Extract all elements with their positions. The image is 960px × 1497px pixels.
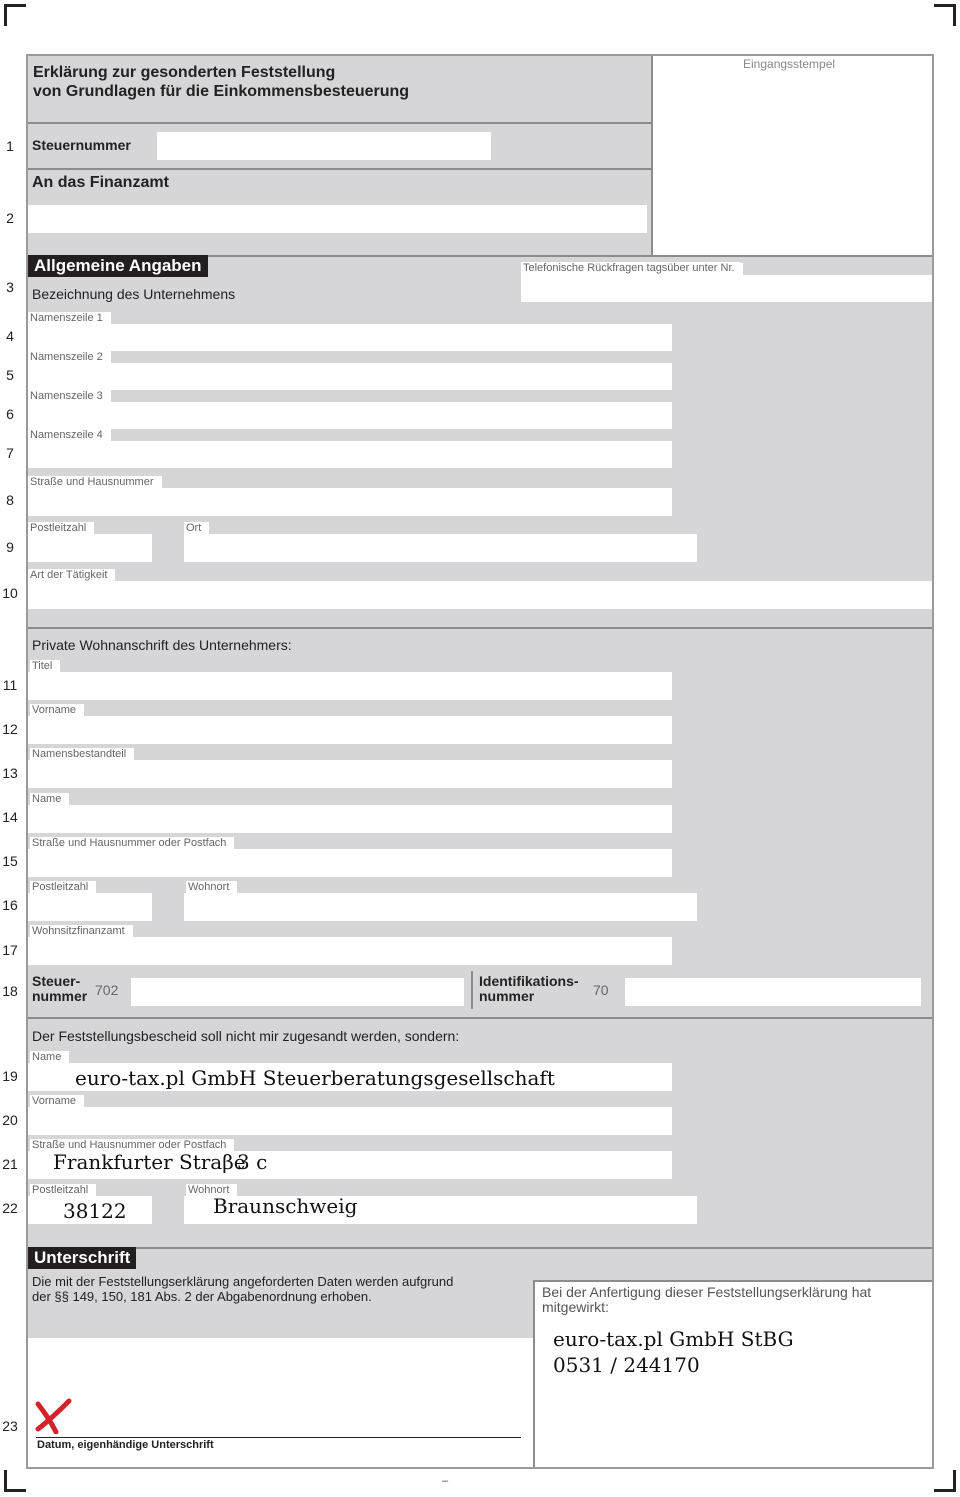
company-plz-label: Postleitzahl [28,522,94,534]
privat-plz-label: Postleitzahl [30,881,96,893]
signature-cross-icon [34,1398,74,1434]
row-number: 23 [2,1418,18,1434]
name3-label: Namenszeile 3 [28,390,111,402]
name4-input[interactable] [28,441,672,468]
privat-steuernr-label-2: nummer [32,988,88,1004]
row-number: 9 [6,539,14,555]
idnr-input[interactable] [625,978,921,1006]
titel-input[interactable] [28,672,672,700]
row-number: 2 [6,210,14,226]
name1-label: Namenszeile 1 [28,312,111,324]
crop-mark-bottom-left [4,1470,26,1492]
company-ort-label: Ort [184,522,209,534]
steuernummer-input[interactable] [157,132,491,160]
form-title-line2: von Grundlagen für die Einkommensbesteuerung [33,83,410,100]
bescheid-street-label: Straße und Hausnummer oder Postfach [30,1139,234,1151]
bescheid-wohnort-label: Wohnort [186,1184,237,1196]
row-number: 17 [2,942,18,958]
company-plz-input[interactable] [28,534,152,562]
bescheid-heading: Der Feststellungsbescheid soll nicht mir zugesandt werden, sondern: [32,1028,460,1044]
steuernummer-label: Steuernummer [32,137,131,153]
vorname-label: Vorname [30,704,84,716]
row-number: 10 [2,585,18,601]
idnr-label-2: nummer [479,988,535,1004]
privat-steuernr-label-1: Steuer- [32,973,81,989]
wohnsitzfinanzamt-input[interactable] [28,937,672,965]
bescheid-plz-label: Postleitzahl [30,1184,96,1196]
company-street-input[interactable] [28,488,672,516]
row-number: 19 [2,1068,18,1084]
row-number: 12 [2,721,18,737]
row-number: 20 [2,1112,18,1128]
privat-steuernr-input[interactable] [131,978,464,1006]
privat-wohnort-input[interactable] [184,893,697,921]
privat-wohnort-label: Wohnort [186,881,237,893]
row-number: 5 [6,367,14,383]
crop-mark-top-left [4,4,26,26]
bescheid-name-value: euro-tax.pl GmbH Steuerberatungsgesellschaft [75,1066,555,1090]
row-number: 16 [2,897,18,913]
signature-label: Datum, eigenhändige Unterschrift [37,1439,214,1451]
company-street-label: Straße und Hausnummer [28,476,162,488]
signature-line [36,1437,521,1438]
name-label: Name [30,793,69,805]
bescheid-house-value: 3 c [237,1150,268,1174]
privat-heading: Private Wohnanschrift des Unternehmers: [32,637,292,653]
bescheid-name-label: Name [30,1051,69,1063]
row-number: 21 [2,1156,18,1172]
row-number: 18 [2,983,18,999]
name1-input[interactable] [28,324,672,351]
wohnsitzfinanzamt-label: Wohnsitzfinanzamt [30,925,133,937]
privat-street-input[interactable] [28,849,672,877]
bescheid-wohnort-value: Braunschweig [213,1194,358,1218]
company-label: Bezeichnung des Unternehmens [32,286,236,302]
activity-input[interactable] [28,581,932,609]
form-title-line1: Erklärung zur gesonderten Feststellung [33,64,336,81]
data-notice-line1: Die mit der Feststellungserklärung angeforderten Daten werden aufgrund [32,1274,454,1289]
name4-label: Namenszeile 4 [28,429,111,441]
row-number: 1 [6,138,14,154]
mitgewirkt-line2: mitgewirkt: [542,1299,609,1315]
advisor-phone: 0531 / 244170 [553,1353,700,1377]
phone-input[interactable] [521,275,932,302]
data-notice-line2: der §§ 149, 150, 181 Abs. 2 der Abgabenordnung erhoben. [32,1289,372,1304]
row-number: 6 [6,406,14,422]
row-number: 3 [6,279,14,295]
vorname-input[interactable] [28,716,672,744]
crop-mark-bottom-right [934,1470,956,1492]
name2-input[interactable] [28,363,672,390]
namensbestandteil-label: Namensbestandteil [30,748,134,760]
row-number: 22 [2,1200,18,1216]
bescheid-street-value: Frankfurter Straβe [53,1150,246,1174]
phone-label-strip [740,262,932,263]
activity-label: Art der Tätigkeit [28,569,115,581]
crop-mark-top-right [934,4,956,26]
phone-label: Telefonische Rückfragen tagsüber unter Nr. [521,262,743,275]
row-number: 14 [2,809,18,825]
titel-label: Titel [30,660,60,672]
mitgewirkt-line1: Bei der Anfertigung dieser Feststellungserklärung hat [542,1284,872,1300]
name3-input[interactable] [28,402,672,429]
privat-street-label: Straße und Hausnummer oder Postfach [30,837,234,849]
finanzamt-label: An das Finanzamt [32,174,169,191]
steuernr-idnr-separator [471,971,473,1009]
row-number: 8 [6,492,14,508]
idnr-code: 70 [593,982,609,998]
name-input[interactable] [28,805,672,833]
namensbestandteil-input[interactable] [28,760,672,788]
row-number: 11 [2,677,18,693]
privat-steuernr-code: 702 [95,982,119,998]
stamp-label: Eingangsstempel [743,57,836,71]
privat-plz-input[interactable] [28,893,152,921]
idnr-label-1: Identifikations- [479,973,579,989]
advisor-name: euro-tax.pl GmbH StBG [553,1327,794,1351]
allgemein-section-title: Allgemeine Angaben [28,255,208,277]
stamp-area [651,56,932,255]
bescheid-vorname-input[interactable] [28,1107,672,1135]
unterschrift-section-title: Unterschrift [28,1247,136,1269]
row-number: 7 [6,445,14,461]
row-number: 15 [2,853,18,869]
footer-mark: – [442,1475,449,1487]
row-number: 4 [6,328,14,344]
bescheid-plz-value: 38122 [63,1199,127,1223]
company-ort-input[interactable] [184,534,697,562]
row-number: 13 [2,765,18,781]
bescheid-vorname-label: Vorname [30,1095,84,1107]
finanzamt-input[interactable] [28,205,647,233]
name2-label: Namenszeile 2 [28,351,111,363]
